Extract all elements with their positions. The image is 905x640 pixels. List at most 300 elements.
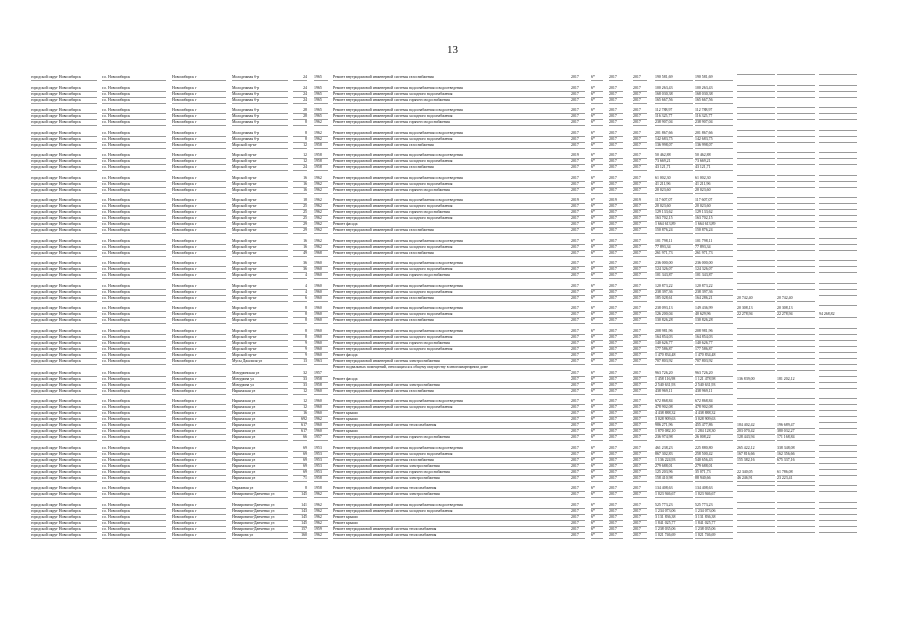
- cell-end: 2017: [633, 107, 647, 114]
- cell-city: г.о. Новосибирск: [102, 428, 166, 435]
- cell-cost-total: 1 470 834,48: [655, 352, 693, 359]
- cell-house: 143: [293, 508, 307, 515]
- cell-street: Овражная ул: [232, 485, 288, 492]
- cell-city: г.о. Новосибирск: [102, 227, 166, 234]
- cell-cost-2: [777, 317, 815, 318]
- cell-end: 2017: [633, 175, 647, 182]
- cell-plan-year: 2017: [571, 434, 585, 441]
- cell-okrug: городской округ Новосибирск: [31, 382, 97, 389]
- cell-place: Новосибирск г: [172, 266, 226, 273]
- cell-city: г.о. Новосибирск: [102, 422, 166, 429]
- row-group: [31, 502, 865, 538]
- cell-house: 8: [293, 334, 307, 341]
- cell-okrug: городской округ Новосибирск: [31, 260, 97, 267]
- cell-cost-3: [819, 317, 857, 318]
- cell-work: Ремонт подвальных помещений, относящихся к общему имуществу в многоквартирном доме: [333, 364, 571, 371]
- cell-street: Мусы Джалиля ул: [232, 358, 288, 365]
- cell-cost-2: [777, 398, 815, 399]
- cell-work: Ремонт внутридомовой инженерной системы электроснабжения: [333, 475, 571, 482]
- cell-house: 66: [293, 434, 307, 441]
- cell-city: г.о. Новосибирск: [102, 358, 166, 365]
- cell-cost-fund: 164 286,21: [695, 295, 733, 302]
- cell-end: 2017: [633, 305, 647, 312]
- cell-place: Новосибирск г: [172, 514, 226, 521]
- cell-city: г.о. Новосибирск: [102, 244, 166, 251]
- cell-city: г.о. Новосибирск: [102, 238, 166, 245]
- cell-plan-year: 2017: [571, 91, 585, 98]
- cell-cost-3: [819, 451, 857, 452]
- cell-category: 6*: [591, 416, 603, 423]
- cell-start: 2017: [609, 404, 623, 411]
- cell-end: 2017: [633, 434, 647, 441]
- cell-okrug: городской округ Новосибирск: [31, 130, 97, 137]
- cell-city: г.о. Новосибирск: [102, 457, 166, 464]
- cell-street: [232, 364, 288, 365]
- cell-end: 2017: [633, 311, 647, 318]
- cell-cost-fund: 1 284 128,30: [695, 428, 733, 435]
- cell-plan-year: 2017: [571, 416, 585, 423]
- cell-category: 6*: [591, 491, 603, 498]
- cell-okrug: городской округ Новосибирск: [31, 376, 97, 383]
- cell-end: 2017: [633, 416, 647, 423]
- cell-plan-year: 2017: [571, 283, 585, 290]
- cell-start: 2017: [609, 388, 623, 395]
- cell-cost-1: [737, 382, 775, 383]
- cell-category: 6*: [591, 404, 603, 411]
- cell-category: 6*: [591, 376, 603, 383]
- cell-okrug: городской округ Новосибирск: [31, 164, 97, 171]
- cell-plan-year: 2017: [571, 158, 585, 165]
- cell-cost-fund: 438 969,11: [695, 388, 733, 395]
- cell-cost-1: [737, 520, 775, 521]
- row-group: [31, 152, 865, 170]
- cell-street: Нарымская ул: [232, 428, 288, 435]
- cell-category: 6*: [591, 398, 603, 405]
- cell-place: Новосибирск г: [172, 215, 226, 222]
- cell-cost-3: [819, 119, 857, 120]
- cell-cost-2: 20 742,40: [777, 295, 815, 302]
- cell-house: 28: [293, 107, 307, 114]
- cell-year: 1962: [314, 244, 328, 251]
- cell-plan-year: 2017: [571, 136, 585, 143]
- cell-cost-fund: 124 326,07: [695, 266, 733, 273]
- cell-start: 2017: [609, 221, 623, 228]
- cell-cost-1: [737, 334, 775, 335]
- cell-category: 6*: [591, 85, 603, 92]
- cell-cost-1: [737, 221, 775, 222]
- cell-city: г.о. Новосибирск: [102, 130, 166, 137]
- cell-cost-total: 101 343,87: [655, 272, 693, 279]
- cell-okrug: городской округ Новосибирск: [31, 158, 97, 165]
- cell-place: Новосибирск г: [172, 469, 226, 476]
- cell-end: 2017: [633, 532, 647, 539]
- cell-category: 6*: [591, 244, 603, 251]
- cell-cost-fund: 140 626,77: [695, 340, 733, 347]
- cell-street: Немировича-Данченко ул: [232, 508, 288, 515]
- cell-house: 69: [293, 445, 307, 452]
- cell-place: Новосибирск г: [172, 142, 226, 149]
- cell-category: 6*: [591, 358, 603, 365]
- cell-cost-1: [737, 508, 775, 509]
- cell-okrug: городской округ Новосибирск: [31, 428, 97, 435]
- cell-place: Новосибирск г: [172, 463, 226, 470]
- cell-cost-fund: 3 131 836,38: [695, 514, 733, 521]
- cell-place: [172, 364, 226, 365]
- cell-place: Новосибирск г: [172, 91, 226, 98]
- cell-cost-1: [737, 514, 775, 515]
- cell-cost-3: [819, 152, 857, 153]
- cell-place: Новосибирск г: [172, 491, 226, 498]
- cell-end: 2017: [633, 142, 647, 149]
- cell-street: Морской пр-кт: [232, 305, 288, 312]
- cell-street: Морской пр-кт: [232, 311, 288, 318]
- cell-place: Новосибирск г: [172, 422, 226, 429]
- cell-year: 1958: [314, 164, 328, 171]
- cell-okrug: городской округ Новосибирск: [31, 352, 97, 359]
- cell-cost-2: 20 308,13: [777, 305, 815, 312]
- cell-year: [314, 364, 328, 365]
- cell-okrug: городской округ Новосибирск: [31, 250, 97, 257]
- cell-category: 6*: [591, 175, 603, 182]
- cell-place: Новосибирск г: [172, 289, 226, 296]
- cell-city: г.о. Новосибирск: [102, 346, 166, 353]
- cell-end: [633, 364, 647, 365]
- cell-okrug: городской округ Новосибирск: [31, 328, 97, 335]
- cell-end: 2017: [633, 272, 647, 279]
- cell-cost-fund: 164 854,03: [695, 334, 733, 341]
- cell-cost-fund: 20 023,60: [695, 187, 733, 194]
- cell-plan-year: 2017: [571, 85, 585, 92]
- cell-cost-3: [819, 532, 857, 533]
- cell-place: Новосибирск г: [172, 260, 226, 267]
- cell-cost-total: 163 702,15: [655, 215, 693, 222]
- cell-cost-2: 61 786,08: [777, 469, 815, 476]
- cell-work: Ремонт внутридомовой инженерной системы электроснабжения: [333, 491, 571, 498]
- cell-end: 2017: [633, 422, 647, 429]
- cell-city: г.о. Новосибирск: [102, 388, 166, 395]
- cell-year: 1962: [314, 502, 328, 509]
- cell-cost-2: [777, 158, 815, 159]
- cell-year: 1960: [314, 346, 328, 353]
- cell-cost-total: 101 798,11: [655, 238, 693, 245]
- cell-work: Ремонт внутридомовой инженерной системы электроснабжения: [333, 382, 571, 389]
- cell-end: 2017: [633, 514, 647, 521]
- cell-work: [333, 370, 571, 371]
- cell-cost-2: [777, 370, 815, 371]
- cell-cost-fund: 1 023 946,67: [695, 491, 733, 498]
- cell-street: Нарымская ул: [232, 475, 288, 482]
- cell-okrug: городской округ Новосибирск: [31, 136, 97, 143]
- cell-start: 2017: [609, 295, 623, 302]
- cell-house: 692: [293, 416, 307, 423]
- cell-city: г.о. Новосибирск: [102, 451, 166, 458]
- cell-cost-fund: 1 664 613,89: [695, 221, 733, 228]
- cell-plan-year: 2017: [571, 376, 585, 383]
- cell-house: 145: [293, 491, 307, 498]
- cell-street: Нарымская ул: [232, 457, 288, 464]
- cell-place: Новосибирск г: [172, 398, 226, 405]
- cell-cost-fund: 165 667,56: [695, 97, 733, 104]
- cell-category: 6*: [591, 382, 603, 389]
- cell-cost-fund: 478 902,08: [695, 404, 733, 411]
- cell-cost-1: [737, 107, 775, 108]
- cell-cost-total: 126 200,04: [655, 311, 693, 318]
- cell-street: Молодежная б-р: [232, 136, 288, 143]
- cell-place: Новосибирск г: [172, 376, 226, 383]
- cell-year: 1962: [314, 215, 328, 222]
- cell-cost-2: [777, 142, 815, 143]
- cell-city: г.о. Новосибирск: [102, 398, 166, 405]
- cell-work: Ремонт внутридомовой инженерной системы холодного водоснабжения: [333, 244, 571, 251]
- cell-city: г.о. Новосибирск: [102, 520, 166, 527]
- cell-year: 1962: [314, 508, 328, 515]
- cell-cost-2: [777, 197, 815, 198]
- cell-okrug: городской округ Новосибирск: [31, 113, 97, 120]
- cell-street: Морской пр-кт: [232, 181, 288, 188]
- cell-year: 1965: [314, 91, 328, 98]
- cell-cost-1: [737, 398, 775, 399]
- cell-plan-year: 2017: [571, 107, 585, 114]
- cell-work: Ремонт внутридомовой инженерной системы теплоснабжения: [333, 422, 571, 429]
- cell-cost-2: 380 032,27: [777, 428, 815, 435]
- cell-end: 2017: [633, 113, 647, 120]
- cell-cost-1: [737, 203, 775, 204]
- cell-plan-year: 2017: [571, 119, 585, 126]
- cell-street: Морской пр-кт: [232, 238, 288, 245]
- cell-place: Новосибирск г: [172, 85, 226, 92]
- cell-place: Новосибирск г: [172, 203, 226, 210]
- cell-work: Ремонт внутридомовой инженерной системы водоснабжения и водоотведения: [333, 85, 571, 92]
- cell-street: Нарымская ул: [232, 445, 288, 452]
- cell-end: 2017: [633, 445, 647, 452]
- cell-cost-2: [777, 289, 815, 290]
- cell-cost-total: 1 664 613,89: [655, 221, 693, 228]
- cell-end: 2017: [633, 410, 647, 417]
- cell-cost-1: [737, 358, 775, 359]
- cell-cost-2: [777, 328, 815, 329]
- cell-category: 6*: [591, 197, 603, 204]
- cell-house: 13: [293, 358, 307, 365]
- cell-cost-1: [737, 97, 775, 98]
- cell-city: г.о. Новосибирск: [102, 209, 166, 216]
- cell-cost-total: 525 773,23: [655, 502, 693, 509]
- cell-cost-total: 177 586,87: [655, 346, 693, 353]
- cell-house: 16: [293, 244, 307, 251]
- cell-plan-year: 2017: [571, 227, 585, 234]
- row-group: [31, 197, 865, 233]
- cell-cost-3: [819, 508, 857, 509]
- cell-cost-fund: 43 121,71: [695, 164, 733, 171]
- cell-year: 1962: [314, 532, 328, 539]
- cell-house: 141: [293, 502, 307, 509]
- cell-cost-fund: 112 788,97: [695, 107, 733, 114]
- cell-cost-total: 238 907,04: [655, 119, 693, 126]
- cell-cost-3: [819, 238, 857, 239]
- cell-work: Ремонт крыши: [333, 514, 571, 521]
- cell-cost-total: 73 669,21: [655, 158, 693, 165]
- cell-place: Новосибирск г: [172, 272, 226, 279]
- cell-category: 6*: [591, 305, 603, 312]
- cell-start: 2017: [609, 520, 623, 527]
- cell-year: 1965: [314, 97, 328, 104]
- cell-street: Морской пр-кт: [232, 152, 288, 159]
- cell-year: 1962: [314, 491, 328, 498]
- cell-cost-3: [819, 328, 857, 329]
- cell-street: Морской пр-кт: [232, 295, 288, 302]
- cell-cost-1: [737, 260, 775, 261]
- cell-cost-total: 261 971,73: [655, 250, 693, 257]
- cell-cost-fund: 77 893,34: [695, 244, 733, 251]
- cell-year: 1958: [314, 152, 328, 159]
- cell-house: 9: [293, 346, 307, 353]
- cell-year: 1960: [314, 328, 328, 335]
- cell-year: 1957: [314, 370, 328, 377]
- cell-cost-total: 190 581,69: [655, 74, 693, 81]
- cell-okrug: городской округ Новосибирск: [31, 91, 97, 98]
- cell-plan-year: 2017: [571, 526, 585, 533]
- cell-work: Ремонт внутридомовой инженерной системы газоснабжения: [333, 74, 571, 81]
- cell-year: 1962: [314, 221, 328, 228]
- cell-year: 1968: [314, 250, 328, 257]
- cell-work: Ремонт внутридомовой инженерной системы горячего водоснабжения: [333, 97, 571, 104]
- cell-start: 2017: [609, 250, 623, 257]
- cell-cost-3: [819, 485, 857, 486]
- cell-work: Ремонт внутридомовой инженерной системы холодного водоснабжения: [333, 181, 571, 188]
- cell-work: Ремонт внутридомовой инженерной системы водоснабжения и водоотведения: [333, 283, 571, 290]
- cell-start: 2017: [609, 305, 623, 312]
- cell-city: г.о. Новосибирск: [102, 215, 166, 222]
- cell-end: 2017: [633, 382, 647, 389]
- cell-cost-fund: 20 023,60: [695, 203, 733, 210]
- cell-cost-total: 20 023,60: [655, 187, 693, 194]
- cell-end: 2017: [633, 295, 647, 302]
- cell-cost-3: [819, 434, 857, 435]
- cell-plan-year: 2017: [571, 370, 585, 377]
- cell-category: 6*: [591, 317, 603, 324]
- cell-start: 2017: [609, 238, 623, 245]
- cell-cost-total: 134 408,63: [655, 485, 693, 492]
- cell-cost-total: 125 203,96: [655, 469, 693, 476]
- cell-street: Нарымская ул: [232, 451, 288, 458]
- cell-category: 6*: [591, 520, 603, 527]
- cell-place: Новосибирск г: [172, 197, 226, 204]
- cell-place: Новосибирск г: [172, 451, 226, 458]
- cell-cost-1: [737, 215, 775, 216]
- table-row: [31, 119, 865, 125]
- cell-end: 2017: [633, 491, 647, 498]
- cell-house: 69: [293, 469, 307, 476]
- cell-category: 6*: [591, 532, 603, 539]
- cell-cost-fund: 61 002,30: [695, 175, 733, 182]
- table-row: [31, 97, 865, 103]
- cell-okrug: городской округ Новосибирск: [31, 227, 97, 234]
- cell-okrug: городской округ Новосибирск: [31, 244, 97, 251]
- cell-place: Новосибирск г: [172, 238, 226, 245]
- cell-start: 2017: [609, 508, 623, 515]
- cell-start: 2017: [609, 334, 623, 341]
- cell-start: 2017: [609, 91, 623, 98]
- cell-city: [102, 364, 166, 365]
- cell-cost-total: 1 841 025,77: [655, 520, 693, 527]
- cell-year: 1965: [314, 74, 328, 81]
- cell-house: 69: [293, 463, 307, 470]
- cell-year: 1960: [314, 289, 328, 296]
- cell-street: Мичуринская ул: [232, 370, 288, 377]
- cell-city: г.о. Новосибирск: [102, 382, 166, 389]
- cell-okrug: городской округ Новосибирск: [31, 340, 97, 347]
- cell-cost-3: [819, 340, 857, 341]
- cell-year: 1958: [314, 382, 328, 389]
- cell-cost-1: [737, 250, 775, 251]
- cell-start: 2017: [609, 434, 623, 441]
- table-row: [31, 475, 865, 481]
- cell-street: Морской пр-кт: [232, 346, 288, 353]
- cell-work: Ремонт внутридомовой инженерной системы газоснабжения: [333, 227, 571, 234]
- cell-category: 6*: [591, 311, 603, 318]
- cell-start: 2019: [609, 197, 623, 204]
- cell-cost-3: [819, 305, 857, 306]
- cell-cost-3: [819, 469, 857, 470]
- table-row: [31, 227, 865, 233]
- cell-cost-2: [777, 416, 815, 417]
- cell-cost-total: 150 876,24: [655, 227, 693, 234]
- cell-start: 2017: [609, 158, 623, 165]
- cell-start: 2017: [609, 289, 623, 296]
- cell-city: г.о. Новосибирск: [102, 203, 166, 210]
- cell-cost-1: 167 816,66: [737, 451, 775, 458]
- cell-category: 6*: [591, 181, 603, 188]
- cell-end: 2017: [633, 388, 647, 395]
- cell-category: 6*: [591, 428, 603, 435]
- cell-street: Морской пр-кт: [232, 244, 288, 251]
- cell-cost-1: [737, 463, 775, 464]
- cell-okrug: городской округ Новосибирск: [31, 475, 97, 482]
- cell-work: Ремонт внутридомовой инженерной системы газоснабжения: [333, 250, 571, 257]
- cell-house: 24: [293, 91, 307, 98]
- cell-cost-fund: 540 656,43: [695, 457, 733, 464]
- cell-place: Новосибирск г: [172, 317, 226, 324]
- cell-plan-year: 2017: [571, 238, 585, 245]
- row-group: [31, 283, 865, 301]
- cell-work: Ремонт внутридомовой инженерной системы холодного водоснабжения: [333, 203, 571, 210]
- cell-okrug: городской округ Новосибирск: [31, 410, 97, 417]
- cell-cost-total: 165 667,56: [655, 97, 693, 104]
- cell-cost-total: 707 803,92: [655, 358, 693, 365]
- cell-house: 25: [293, 215, 307, 222]
- cell-category: 6*: [591, 164, 603, 171]
- cell-plan-year: 2017: [571, 445, 585, 452]
- cell-okrug: городской округ Новосибирск: [31, 434, 97, 441]
- cell-cost-fund: 177 586,87: [695, 346, 733, 353]
- cell-house: 24: [293, 97, 307, 104]
- cell-cost-3: [819, 221, 857, 222]
- cell-category: 6*: [591, 445, 603, 452]
- cell-year: 1960: [314, 334, 328, 341]
- cell-okrug: городской округ Новосибирск: [31, 451, 97, 458]
- cell-cost-2: 171 168,84: [777, 434, 815, 441]
- cell-okrug: городской округ Новосибирск: [31, 311, 97, 318]
- cell-year: 1957: [314, 434, 328, 441]
- cell-cost-1: 136 839,00: [737, 376, 775, 383]
- cell-cost-fund: 1 121 478,98: [695, 376, 733, 383]
- cell-cost-3: [819, 428, 857, 429]
- cell-plan-year: 2017: [571, 74, 585, 81]
- cell-street: Молодежная б-р: [232, 107, 288, 114]
- cell-street: Молодежная б-р: [232, 130, 288, 137]
- cell-start: 2017: [609, 209, 623, 216]
- cell-okrug: городской округ Новосибирск: [31, 187, 97, 194]
- cell-start: 2017: [609, 107, 623, 114]
